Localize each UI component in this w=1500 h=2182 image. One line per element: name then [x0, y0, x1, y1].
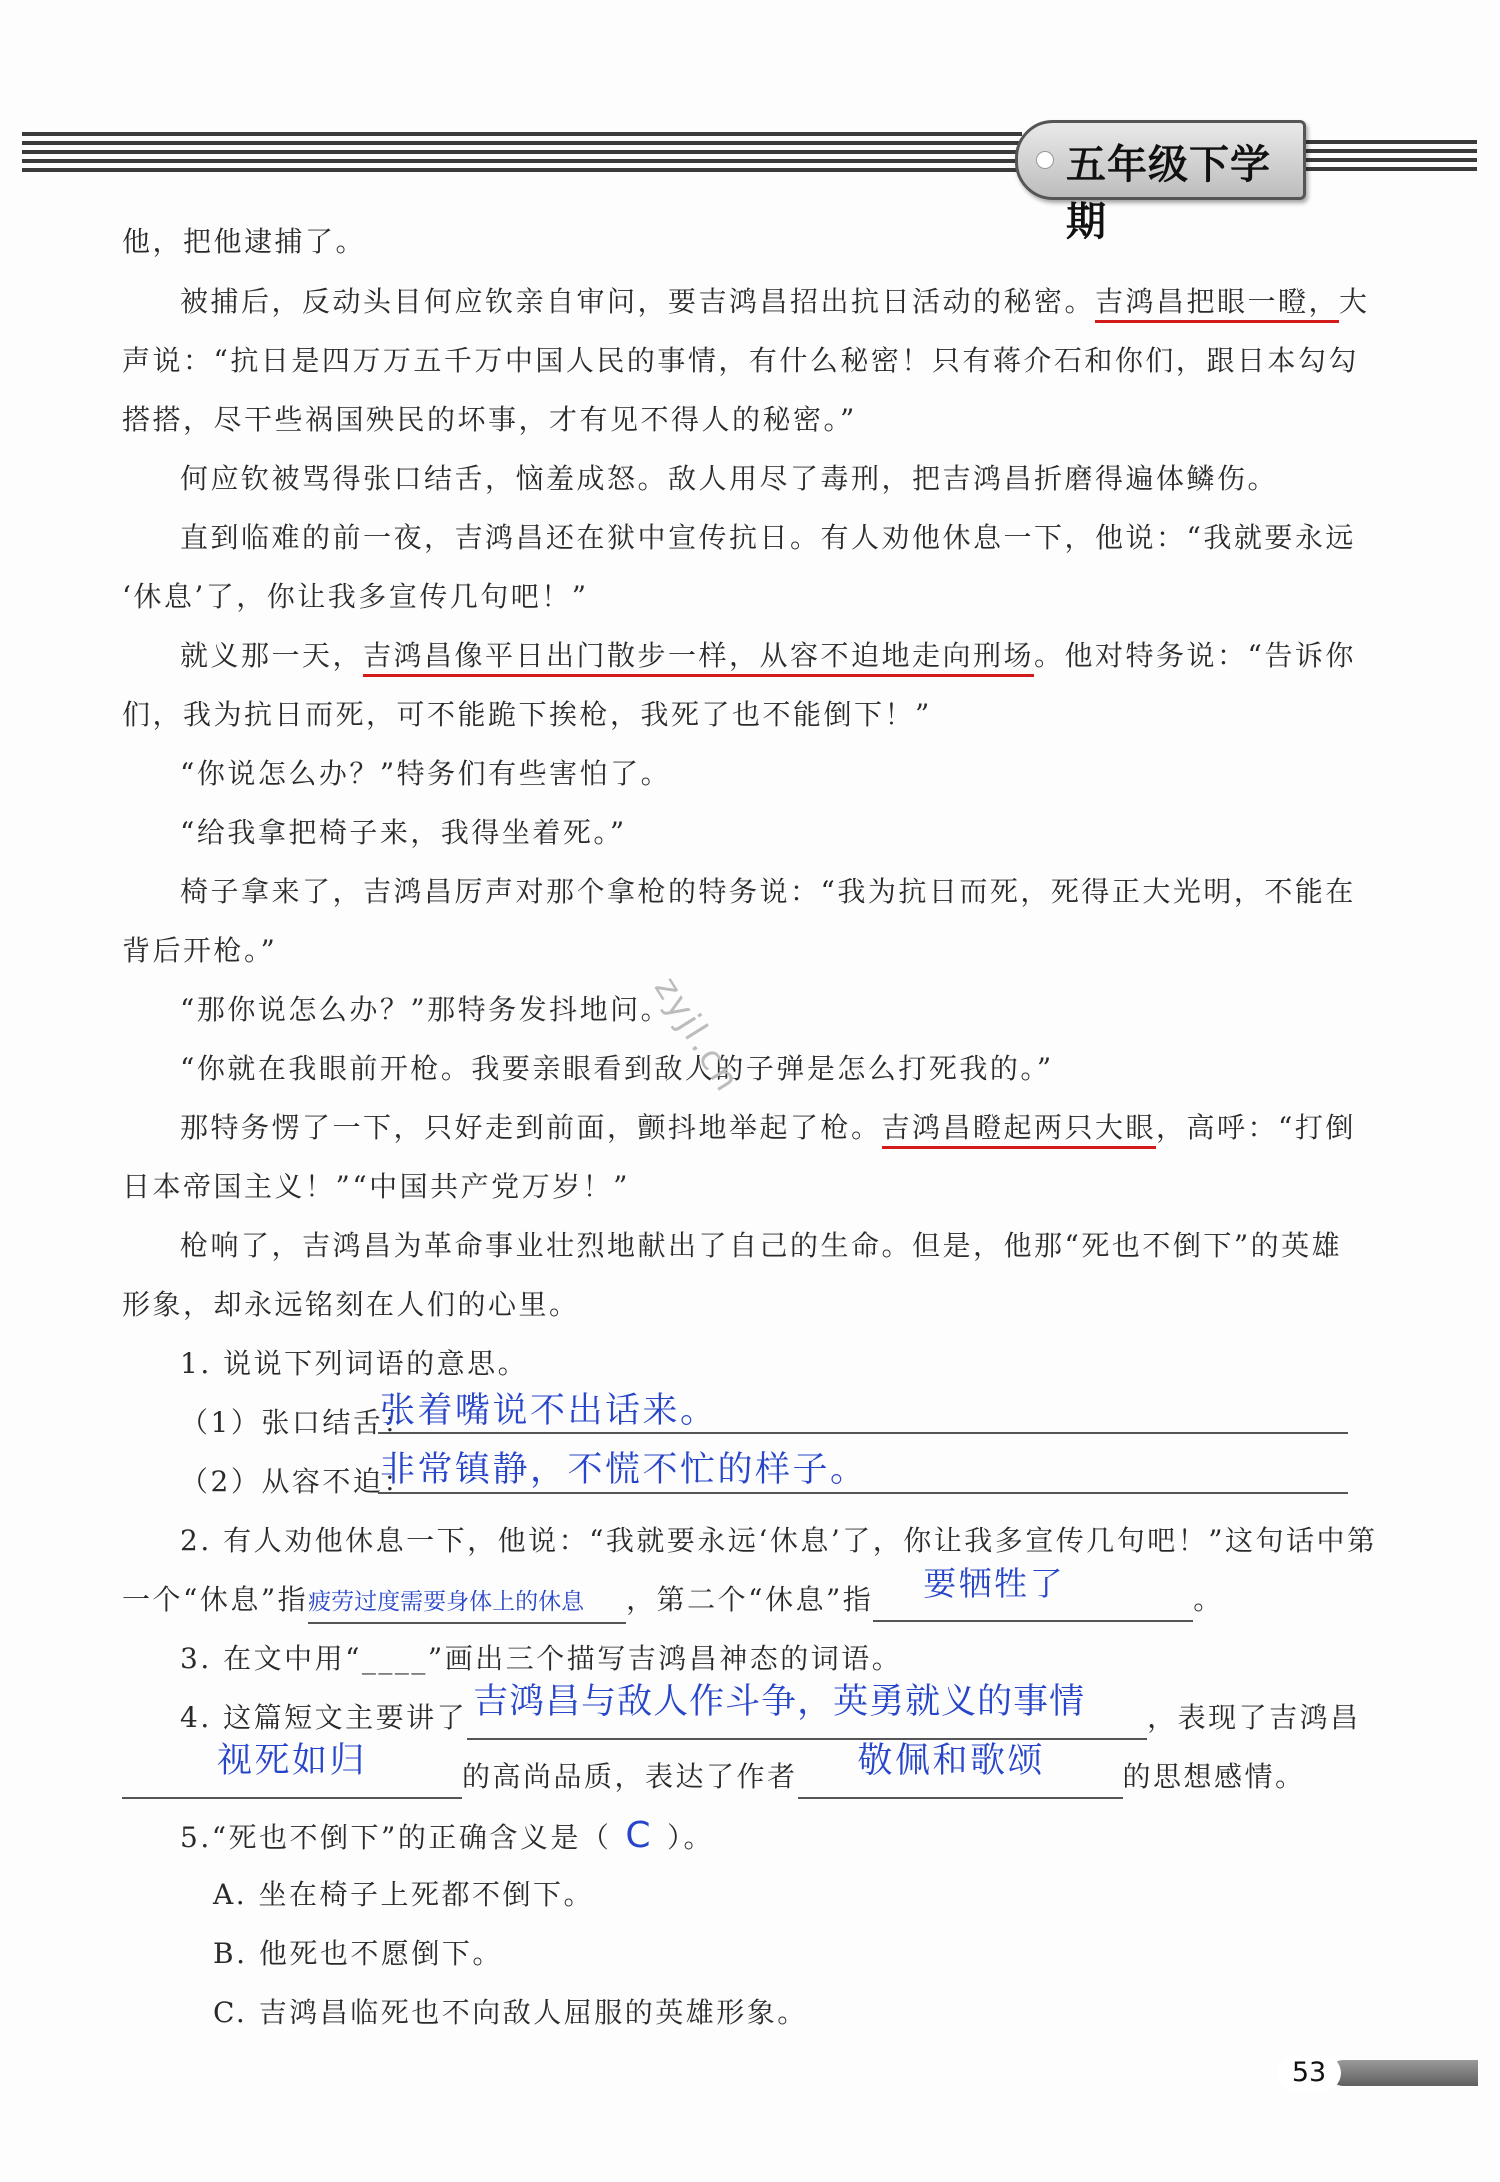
- paragraph-12-line-2: 形象，却永远铭刻在人们的心里。: [122, 1288, 580, 1321]
- paragraph-4-line-1: 直到临难的前一夜，吉鸿昌还在狱中宣传抗日。有人劝他休息一下，他说：“我就要永远: [180, 521, 1356, 554]
- paragraph-6: “你说怎么办？”特务们有些害怕了。: [180, 757, 672, 790]
- paragraph-9: “那你说怎么办？”那特务发抖地问。: [180, 993, 672, 1026]
- option-a: A. 坐在椅子上死都不倒下。: [213, 1878, 595, 1911]
- paragraph-5-line-2: 们，我为抗日而死，可不能跪下挨枪，我死了也不能倒下！”: [122, 698, 932, 731]
- question-1-2: （2）从容不迫：: [180, 1465, 414, 1498]
- question-1: 1. 说说下列词语的意思。: [180, 1347, 529, 1380]
- underlined-phrase: 吉鸿昌把眼一瞪，: [1095, 285, 1339, 323]
- page-number: 53: [1277, 2055, 1341, 2091]
- paragraph-2-line-1: 被捕后，反动头目何应钦亲自审问，要吉鸿昌招出抗日活动的秘密。吉鸿昌把眼一瞪，大: [180, 272, 1410, 331]
- paragraph-11-line-2: 日本帝国主义！”“中国共产党万岁！”: [122, 1170, 630, 1203]
- grade-label: 五年级下学期: [1066, 142, 1271, 245]
- paragraph-3: 何应钦被骂得张口结舌，恼羞成怒。敌人用尽了毒刑，把吉鸿昌折磨得遍体鳞伤。: [180, 462, 1279, 495]
- paragraph-5-line-1: 就义那一天，吉鸿昌像平日出门散步一样，从容不迫地走向刑场。他对特务说：“告诉你: [180, 626, 1410, 685]
- handwritten-answer-5: C: [625, 1815, 653, 1856]
- tab-dot-icon: [1036, 151, 1054, 169]
- paragraph-12-line-1: 枪响了，吉鸿昌为革命事业壮烈地献出了自己的生命。但是，他那“死也不倒下”的英雄: [180, 1229, 1343, 1262]
- handwritten-answer-4-1: 吉鸿昌与敌人作斗争，英勇就义的事情: [473, 1682, 1086, 1722]
- question-3: 3. 在文中用“____”画出三个描写吉鸿昌神态的词语。: [180, 1642, 903, 1675]
- paragraph-1: 他，把他逮捕了。: [122, 225, 367, 258]
- handwritten-answer-2-1: 疲劳过度需要身体上的休息: [308, 1582, 626, 1624]
- underlined-phrase: 吉鸿昌瞪起两只大眼: [882, 1111, 1157, 1149]
- watermark: zyjl.cn: [646, 970, 749, 1101]
- paragraph-2-line-3: 搭搭，尽干些祸国殃民的坏事，才有见不得人的秘密。”: [122, 403, 857, 436]
- handwritten-answer-4-2: 视死如归: [217, 1741, 368, 1781]
- question-4-line-2: 视死如归 的高尚品质，表达了作者 敬佩和歌颂 的思想感情。: [122, 1747, 1352, 1806]
- paragraph-4-line-2: ‘休息’了，你让我多宣传几句吧！”: [122, 580, 589, 613]
- underlined-phrase: 吉鸿昌像平日出门散步一样，从容不迫地走向刑场: [363, 639, 1034, 677]
- paragraph-2-line-2: 声说：“抗日是四万万五千万中国人民的事情，有什么秘密！只有蒋介石和你们，跟日本勾勾: [122, 344, 1359, 377]
- option-c: C. 吉鸿昌临死也不向敌人屈服的英雄形象。: [213, 1996, 808, 2029]
- question-2-line-1: 2. 有人劝他休息一下，他说：“我就要永远‘休息’了，你让我多宣传几句吧！”这句话中第: [180, 1524, 1378, 1557]
- paragraph-11-line-1: 那特务愣了一下，只好走到前面，颤抖地举起了枪。吉鸿昌瞪起两只大眼，高呼：“打倒: [180, 1098, 1410, 1157]
- handwritten-answer-1-2: 非常镇静，不慌不忙的样子。: [380, 1450, 868, 1490]
- question-4-line-1: 4. 这篇短文主要讲了 吉鸿昌与敌人作斗争，英勇就义的事情 ，表现了吉鸿昌: [180, 1688, 1410, 1747]
- page-number-bar: [1330, 2060, 1478, 2086]
- paragraph-8-line-2: 背后开枪。”: [122, 934, 278, 967]
- option-b: B. 他死也不愿倒下。: [213, 1937, 503, 1970]
- handwritten-answer-2-2: 要牺牲了: [923, 1564, 1066, 1603]
- grade-tab: [1015, 120, 1306, 245]
- question-1-1: （1）张口结舌：: [180, 1406, 414, 1439]
- question-5: 5.“死也不倒下”的正确含义是（ C ）。: [180, 1815, 715, 1856]
- paragraph-8-line-1: 椅子拿来了，吉鸿昌厉声对那个拿枪的特务说：“我为抗日而死，死得正大光明，不能在: [180, 875, 1356, 908]
- header-rule-right: [1292, 140, 1477, 180]
- question-2-line-2: 一个“休息”指疲劳过度需要身体上的休息 ，第二个“休息”指 要牺牲了 。: [122, 1570, 1352, 1629]
- paragraph-7: “给我拿把椅子来，我得坐着死。”: [180, 816, 627, 849]
- handwritten-answer-1-1: 张着嘴说不出话来。: [380, 1391, 718, 1431]
- paragraph-10: “你就在我眼前开枪。我要亲眼看到敌人的子弹是怎么打死我的。”: [180, 1052, 1054, 1085]
- header-rule-left: [22, 132, 1022, 180]
- handwritten-answer-4-3: 敬佩和歌颂: [857, 1741, 1046, 1781]
